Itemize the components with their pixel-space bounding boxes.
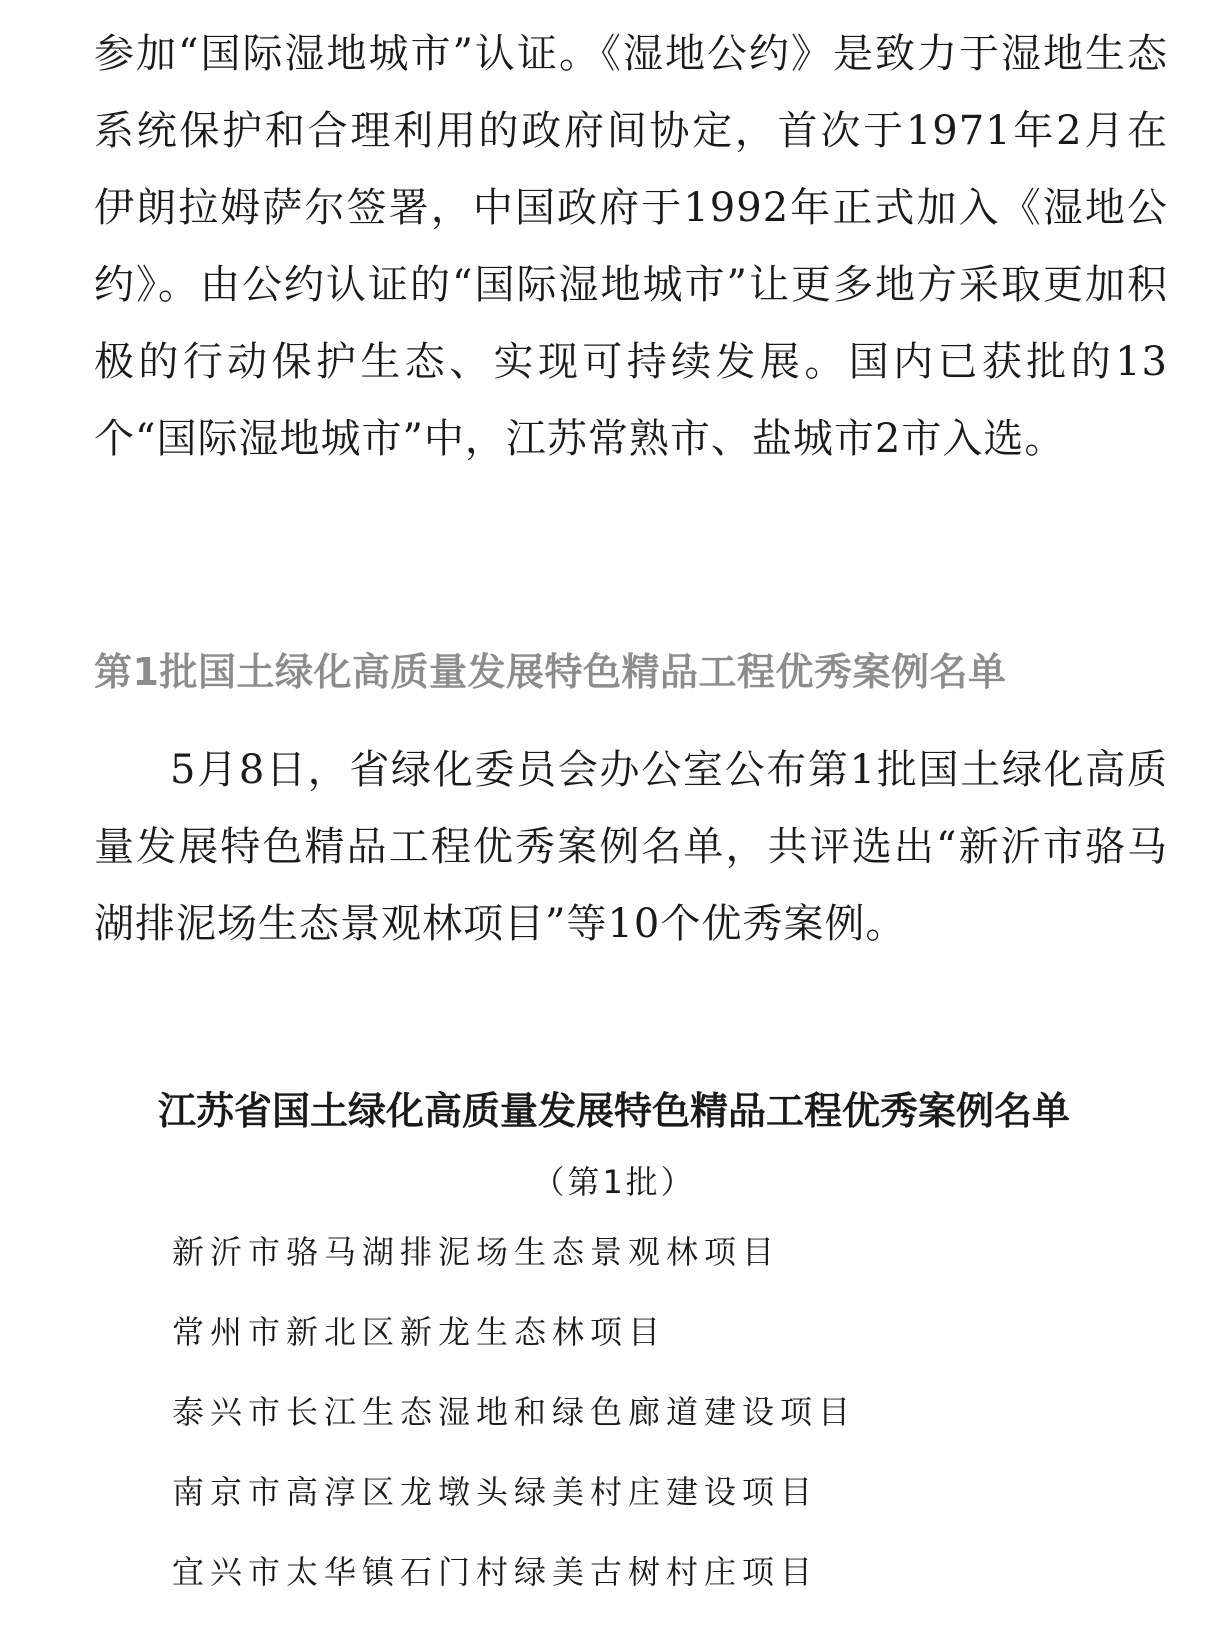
list-item: 南京市高淳区龙墩头绿美村庄建设项目 xyxy=(172,1473,819,1511)
list-subtitle: （第1批） xyxy=(532,1163,696,1201)
list-item: 常州市新北区新龙生态林项目 xyxy=(172,1313,667,1351)
list-item: 新沂市骆马湖排泥场生态景观林项目 xyxy=(172,1233,781,1271)
list-title: 江苏省国土绿化高质量发展特色精品工程优秀案例名单 xyxy=(157,1089,1070,1133)
case-list xyxy=(172,1232,856,1632)
section-heading: 第1批国土绿化高质量发展特色精品工程优秀案例名单 xyxy=(94,650,1007,694)
list-item: 泰兴市长江生态湿地和绿色廊道建设项目 xyxy=(172,1393,857,1431)
section-paragraph: 5月8日，省绿化委员会办公室公布第1批国土绿化高质量发展特色精品工程优秀案例名单，共评选出“新沂市骆马湖排泥场生态景观林项目”等10个优秀案例。 xyxy=(94,747,1168,947)
list-item: 宜兴市太华镇石门村绿美古树村庄项目 xyxy=(172,1553,819,1591)
intro-paragraph: 参加“国际湿地城市”认证。《湿地公约》是致力于湿地生态系统保护和合理利用的政府间协定，首次于1971年2月在伊朗拉姆萨尔签署，中国政府于1992年正式加入《湿地公约》。由公约认证的“国际湿地城市”让更多地方采取更加积极的行动保护生态、实现可持续发展。国内已获批的13个“国际湿地城市”中，江苏常熟市、盐城市2市入选。 xyxy=(94,31,1168,462)
